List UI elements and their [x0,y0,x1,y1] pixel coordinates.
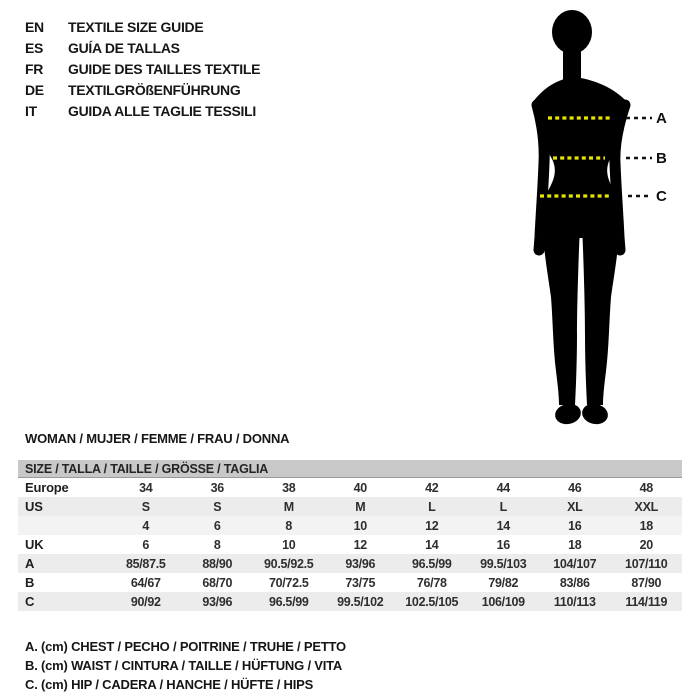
table-cell: 88/90 [202,556,233,571]
language-row-es [25,37,260,58]
table-cell: 14 [496,518,510,533]
table-row-uk [18,535,682,554]
table-row-us-numeric [18,516,682,535]
table-cell: 6 [142,537,150,552]
table-cell: 10 [282,537,296,552]
legend-line-waist: B. (cm) WAIST / CINTURA / TAILLE / HÜFTUNG / VITA [25,658,343,673]
table-row-chest-a [18,554,682,573]
language-row-de [25,79,260,100]
table-cell: 90.5/92.5 [264,556,314,571]
table-cell: 46 [568,480,582,495]
language-label: GUÍA DE TALLAS [68,39,180,56]
row-label: A [25,556,35,571]
table-cell: S [213,499,222,514]
table-row-europe [18,478,682,497]
table-cell: S [141,499,150,514]
table-cell: 90/92 [130,594,161,609]
silhouette-right-leg [582,215,620,405]
table-cell: 83/86 [559,575,590,590]
language-code: IT [25,102,37,119]
row-label: US [25,499,43,514]
table-cell: 76/78 [416,575,447,590]
table-cell: 102.5/105 [405,594,459,609]
row-label: UK [25,537,44,552]
table-cell: 42 [425,480,439,495]
table-cell: 107/110 [625,556,668,571]
table-row-hip-c [18,592,682,611]
table-cell: 96.5/99 [411,556,452,571]
table-cell: 20 [639,537,653,552]
language-code: ES [25,39,44,56]
silhouette-left-leg [542,215,580,405]
table-cell: 6 [213,518,221,533]
row-label: C [25,594,35,609]
language-row-fr [25,58,260,79]
table-cell: 44 [496,480,510,495]
table-cell: 16 [568,518,582,533]
table-cell: 70/72.5 [268,575,309,590]
table-cell: 10 [353,518,367,533]
table-cell: 99.5/103 [480,556,527,571]
table-cell: 16 [496,537,510,552]
table-cell: 18 [568,537,582,552]
language-label: GUIDA ALLE TAGLIE TESSILI [68,102,256,119]
table-cell: 36 [210,480,224,495]
language-code: EN [25,18,44,35]
table-cell: 4 [142,518,150,533]
language-list [25,16,260,121]
table-cell: 96.5/99 [268,594,309,609]
language-label: TEXTILGRÖßENFÜHRUNG [68,81,241,98]
silhouette-neck [563,45,581,81]
table-cell: 34 [139,480,153,495]
language-label: TEXTILE SIZE GUIDE [68,18,204,35]
table-cell: 48 [639,480,653,495]
language-code: DE [25,81,44,98]
legend-line-hip: C. (cm) HIP / CADERA / HANCHE / HÜFTE / HIPS [25,677,314,692]
table-cell: L [499,499,507,514]
table-cell: M [283,499,294,514]
table-row-waist-b [18,573,682,592]
chest-line-label: A [656,110,667,127]
section-title-woman: WOMAN / MUJER / FEMME / FRAU / DONNA [25,431,290,446]
table-cell: 18 [639,518,653,533]
row-label: B [25,575,35,590]
table-cell: 40 [353,480,367,495]
measurement-legend [25,637,346,694]
size-table [18,460,682,611]
table-cell: 93/96 [202,594,233,609]
silhouette-right-foot [580,402,610,427]
language-row-en [25,16,260,37]
silhouette-left-foot [553,402,583,427]
table-cell: 12 [425,518,439,533]
table-cell: M [355,499,366,514]
table-cell: 68/70 [202,575,233,590]
language-label: GUIDE DES TAILLES TEXTILE [68,60,261,77]
table-cell: 87/90 [631,575,662,590]
table-cell: 73/75 [345,575,376,590]
table-cell: L [428,499,436,514]
woman-silhouette [532,10,628,426]
table-cell: 114/119 [625,594,668,609]
table-cell: 110/113 [553,594,596,609]
waist-line-label: B [656,150,667,167]
table-cell: 79/82 [488,575,519,590]
row-label: Europe [25,480,69,495]
size-table-header: SIZE / TALLA / TAILLE / GRÖSSE / TAGLIA [18,460,682,478]
table-cell: 99.5/102 [337,594,384,609]
language-row-it [25,100,260,121]
table-cell: 106/109 [481,594,525,609]
legend-line-chest: A. (cm) CHEST / PECHO / POITRINE / TRUHE / PETTO [25,639,346,654]
table-cell: 104/107 [553,556,597,571]
hip-line-label: C [656,188,667,205]
table-cell: 85/87.5 [125,556,166,571]
table-cell: XXL [634,499,658,514]
table-row-us [18,497,682,516]
table-cell: XL [567,499,583,514]
table-cell: 12 [353,537,367,552]
language-code: FR [25,60,44,77]
table-cell: 14 [425,537,439,552]
table-cell: 8 [213,537,221,552]
table-cell: 38 [282,480,296,495]
table-cell: 64/67 [130,575,161,590]
table-cell: 8 [285,518,293,533]
woman-silhouette-figure [490,5,690,435]
table-cell: 93/96 [345,556,376,571]
